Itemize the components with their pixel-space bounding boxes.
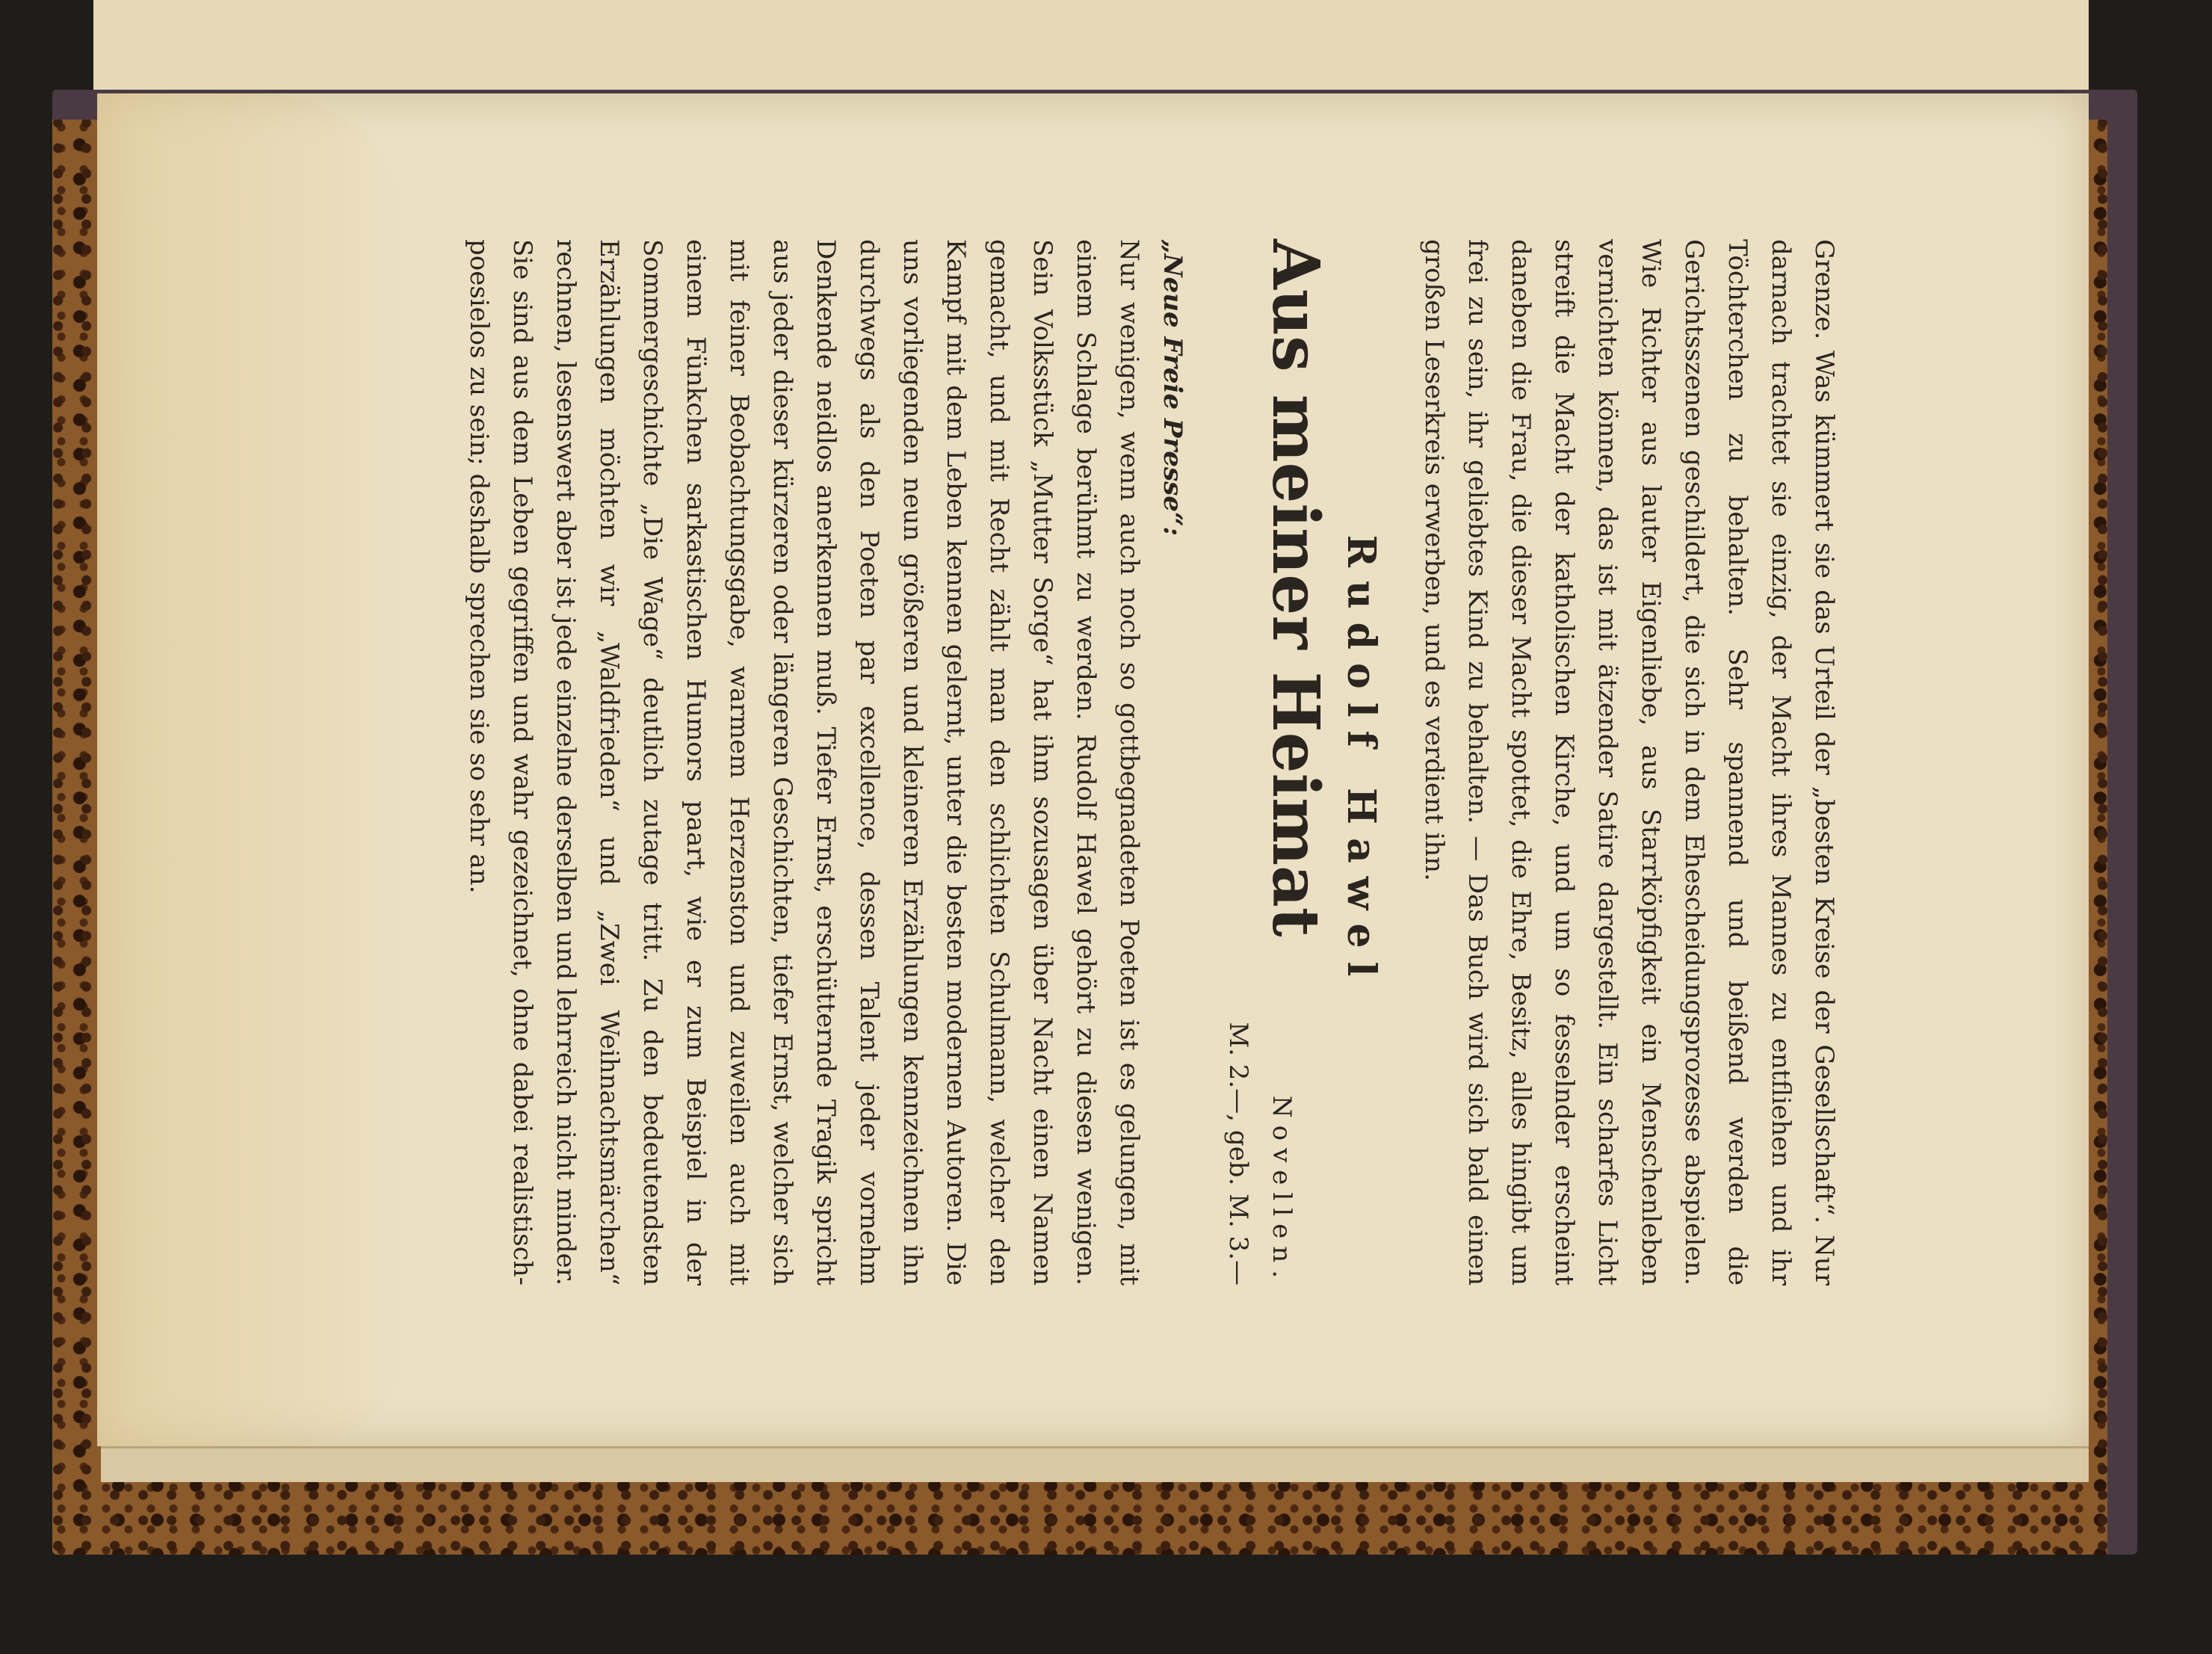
- price-label: M. 2.—, geb. M. 3.—: [1223, 1022, 1253, 1286]
- intro-paragraph: Grenze. Was kümmert sie das Urteil der „besten Kreise der Gesellschaft“. Nur darnach trachtet sie einzig, der Macht ihres Mannes zu entfliehen und ihr Töchterchen zu behalten. Sehr spannend und beißend werden die Gerichtsszenen geschildert, die sich in dem Ehescheidungsprozesse abspielen. Wie Richter aus lauter Eigenliebe, aus Starrköpfigkeit ein Menschenleben vernichten können, das ist mit ätzender Satire dargestellt. Ein scharfes Licht streift die Macht der katholischen Kirche, und um so fesselnder erscheint daneben die Frau, die dieser Macht spottet, die Ehre, Besitz, alles hingibt um frei zu sein, ihr geliebtes Kind zu behalten. — Das Buch wird sich bald einen großen Leserkreis erwerben, und es verdient ihn.: [1419, 239, 1839, 1286]
- title-row: [1217, 239, 1333, 1286]
- book-title: Aus meiner Heimat: [1258, 239, 1333, 937]
- review-paragraph: Nur wenigen, wenn auch noch so gottbegnadeten Poeten ist es gelungen, mit einem Schlage berühmt zu werden. Rudolf Hawel gehört zu diesen wenigen. Sein Volksstück „Mutter Sorge“ hat ihm sozusagen über Nacht einen Namen gemacht, und mit Recht zählt man den schlichten Schulmann, welcher den Kampf mit dem Leben kennen gelernt, unter die besten modernen Autoren. Die uns vorliegenden neun größeren und kleineren Erzählungen kennzeichnen ihn durchwegs als den Poeten par excellence, dessen Talent jeder vornehm Denkende neidlos anerkennen muß. Tiefer Ernst, erschütternde Tragik spricht aus jeder dieser kürzeren oder längeren Geschichten, tiefer Ernst, welcher sich mit feiner Beobachtungsgabe, warmem Herzenston und zuweilen auch mit einem Fünkchen sarkastischen Humors paart, wie er zum Beispiel in der Sommergeschichte „Die Wage“ deutlich zutage tritt. Zu den bedeutendsten Erzählungen möchten wir „Waldfrieden“ und „Zwei Weihnachtsmärchen“ rechnen, lesenswert aber ist jede einzelne derselben und lehrreich nicht minder. Sie sind aus dem Leben gegriffen und wahr gezeichnet, ohne dabei realistisch-poesielos zu sein; deshalb sprechen sie so sehr an.: [464, 239, 1144, 1286]
- page-edge: [101, 1446, 2089, 1482]
- review-source: „Neue Freie Presse“:: [1158, 239, 1187, 537]
- water-stain: [97, 93, 411, 1446]
- rotated-text-block: [453, 239, 1846, 1286]
- title-meta: [1217, 1022, 1303, 1286]
- genre-label: Novellen.: [1267, 1095, 1297, 1286]
- top-sheet: [93, 0, 2089, 97]
- author-name: Rudolf Hawel: [1338, 534, 1384, 990]
